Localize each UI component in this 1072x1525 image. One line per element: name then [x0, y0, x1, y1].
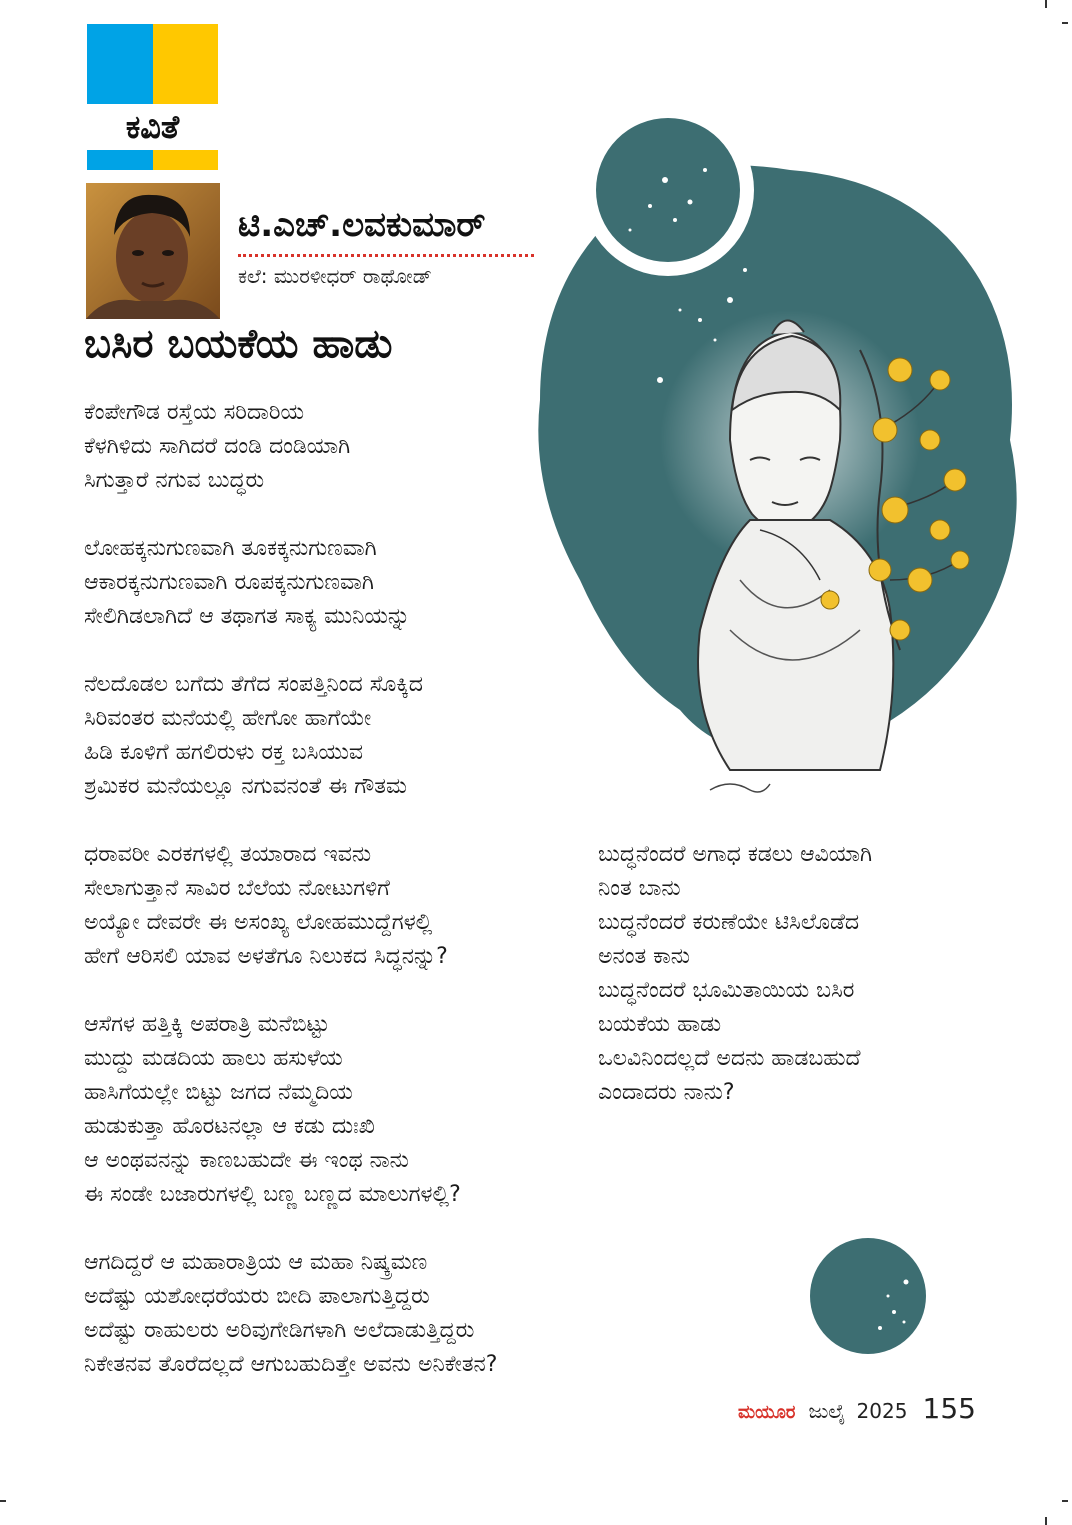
poem-line: ಎಂದಾದರು ನಾನು?	[598, 1080, 735, 1105]
poem-line: ಹಾಸಿಗೆಯಲ್ಲೇ ಬಿಟ್ಟು ಜಗದ ನೆಮ್ಮದಿಯ	[84, 1080, 353, 1105]
poem-line: ನಿಂತ ಬಾನು	[598, 876, 681, 901]
poem-line: ಆ ಅಂಥವನನ್ನು ಕಾಣಬಹುದೇ ಈ ಇಂಥ ನಾನು	[84, 1148, 409, 1173]
stanza	[84, 668, 584, 804]
illustration-credit: ಕಲೆ: ಮುರಳೀಧರ್ ರಾಥೋಡ್	[238, 264, 432, 288]
stanza	[84, 396, 584, 498]
poem-line: ಲೋಹಕ್ಕನುಗುಣವಾಗಿ ತೂಕಕ್ಕನುಗುಣವಾಗಿ	[84, 536, 377, 561]
stanza	[84, 532, 584, 634]
poem-line: ಆಕಾರಕ್ಕನುಗುಣವಾಗಿ ರೂಪಕ್ಕನುಗುಣವಾಗಿ	[84, 570, 374, 595]
poem-line: ಬುದ್ಧನೆಂದರೆ ಅಗಾಧ ಕಡಲು ಆವಿಯಾಗಿ	[598, 842, 873, 867]
section-tag-color-bar	[87, 150, 218, 170]
crop-mark	[1062, 1500, 1068, 1502]
author-photo	[86, 183, 220, 319]
stanza	[84, 1246, 584, 1382]
crop-mark	[1045, 0, 1047, 8]
poem-line: ಹಿಡಿ ಕೂಳಿಗೆ ಹಗಲಿರುಳು ರಕ್ತ ಬಸಿಯುವ	[84, 740, 364, 765]
poem-line: ಹೇಗೆ ಆರಿಸಲಿ ಯಾವ ಅಳತೆಗೂ ನಿಲುಕದ ಸಿದ್ಧನನ್ನು?	[84, 944, 448, 969]
poem-left-column	[84, 396, 584, 1382]
poem-line: ಒಲವಿನಿಂದಲ್ಲದೆ ಅದನು ಹಾಡಬಹುದೆ	[598, 1046, 861, 1071]
crop-mark	[1062, 22, 1068, 24]
poem-line: ಅನಂತ ಕಾನು	[598, 944, 691, 969]
poem-right-column	[598, 838, 998, 1110]
crop-mark	[1045, 1517, 1047, 1525]
page-number: 155	[922, 1392, 976, 1425]
section-tag-color-block	[87, 24, 218, 104]
stanza	[84, 838, 584, 974]
poem-line: ಅದೆಷ್ಟು ರಾಹುಲರು ಅರಿವುಗೇಡಿಗಳಾಗಿ ಅಲೆದಾಡುತ್ತಿದ್ದರು	[84, 1318, 475, 1343]
magazine-name: ಮಯೂರ	[738, 1402, 796, 1423]
crop-mark	[0, 1500, 6, 1502]
author-name: ಟಿ.ಎಚ್.ಲವಕುಮಾರ್	[238, 205, 486, 245]
poem-line: ಬುದ್ಧನೆಂದರೆ ಭೂಮಿತಾಯಿಯ ಬಸಿರ	[598, 978, 855, 1003]
poem-line: ಸಿಗುತ್ತಾರೆ ನಗುವ ಬುದ್ಧರು	[84, 468, 265, 493]
poem-line: ಆಗದಿದ್ದರೆ ಆ ಮಹಾರಾತ್ರಿಯ ಆ ಮಹಾ ನಿಷ್ಕ್ರಮಣ	[84, 1250, 428, 1275]
poem-line: ಮುದ್ದು ಮಡದಿಯ ಹಾಲು ಹಸುಳೆಯ	[84, 1046, 343, 1071]
poem-line: ನಿಕೇತನವ ತೊರೆದಲ್ಲದೆ ಆಗುಬಹುದಿತ್ತೇ ಅವನು ಅನಿಕೇತನ?	[84, 1352, 498, 1377]
poem-line: ಹುಡುಕುತ್ತಾ ಹೊರಟನಲ್ಲಾ ಆ ಕಡು ದುಃಖಿ	[84, 1114, 375, 1139]
poem-title: ಬಸಿರ ಬಯಕೆಯ ಹಾಡು	[84, 321, 393, 367]
dotted-divider	[238, 254, 534, 257]
poem-line: ಸೇಲಾಗುತ್ತಾನೆ ಸಾವಿರ ಬೆಲೆಯ ನೋಟುಗಳಿಗೆ	[84, 876, 390, 901]
issue-year: 2025	[856, 1399, 908, 1423]
poem-line: ಸೇಲಿಗಿಡಲಾಗಿದೆ ಆ ತಥಾಗತ ಸಾಕ್ಯ ಮುನಿಯನ್ನು	[84, 604, 411, 629]
issue-month: ಜುಲೈ	[808, 1399, 846, 1423]
poem-line: ಸಿರಿವಂತರ ಮನೆಯಲ್ಲಿ ಹೇಗೋ ಹಾಗೆಯೇ	[84, 706, 372, 731]
poem-line: ಅಯ್ಯೋ ದೇವರೇ ಈ ಅಸಂಖ್ಯ ಲೋಹಮುದ್ದೆಗಳಲ್ಲಿ	[84, 910, 433, 935]
decorative-circle	[808, 1232, 938, 1372]
poem-line: ಬಯಕೆಯ ಹಾಡು	[598, 1012, 722, 1037]
page-footer	[738, 1392, 976, 1432]
poem-line: ಕೆಳಗಿಳಿದು ಸಾಗಿದರೆ ದಂಡಿ ದಂಡಿಯಾಗಿ	[84, 434, 351, 459]
poem-line: ನೆಲದೊಡಲ ಬಗೆದು ತೆಗೆದ ಸಂಪತ್ತಿನಿಂದ ಸೊಕ್ಕಿದ	[84, 672, 423, 697]
poem-line: ಶ್ರಮಿಕರ ಮನೆಯಲ್ಲೂ ನಗುವನಂತೆ ಈ ಗೌತಮ	[84, 774, 407, 799]
section-tag-label: ಕವಿತೆ	[125, 108, 180, 146]
poem-line: ಧರಾವರೀ ಎರಕಗಳಲ್ಲಿ ತಯಾರಾದ ಇವನು	[84, 842, 372, 867]
poem-line: ಕೆಂಪೇಗೌಡ ರಸ್ತೆಯ ಸರಿದಾರಿಯ	[84, 400, 305, 425]
poem-line: ಆಸೆಗಳ ಹತ್ತಿಕ್ಕಿ ಅಪರಾತ್ರಿ ಮನೆಬಿಟ್ಟು	[84, 1012, 330, 1037]
poem-line: ಅದೆಷ್ಟು ಯಶೋಧರೆಯರು ಬೀದಿ ಪಾಲಾಗುತ್ತಿದ್ದರು	[84, 1284, 430, 1309]
poem-line: ಈ ಸಂಡೇ ಬಜಾರುಗಳಲ್ಲಿ ಬಣ್ಣ ಬಣ್ಣದ ಮಾಲುಗಳಲ್ಲಿ?	[84, 1182, 461, 1207]
poem-line: ಬುದ್ಧನೆಂದರೆ ಕರುಣೆಯೇ ಟಿಸಿಲೊಡೆದ	[598, 910, 860, 935]
stanza	[84, 1008, 584, 1212]
